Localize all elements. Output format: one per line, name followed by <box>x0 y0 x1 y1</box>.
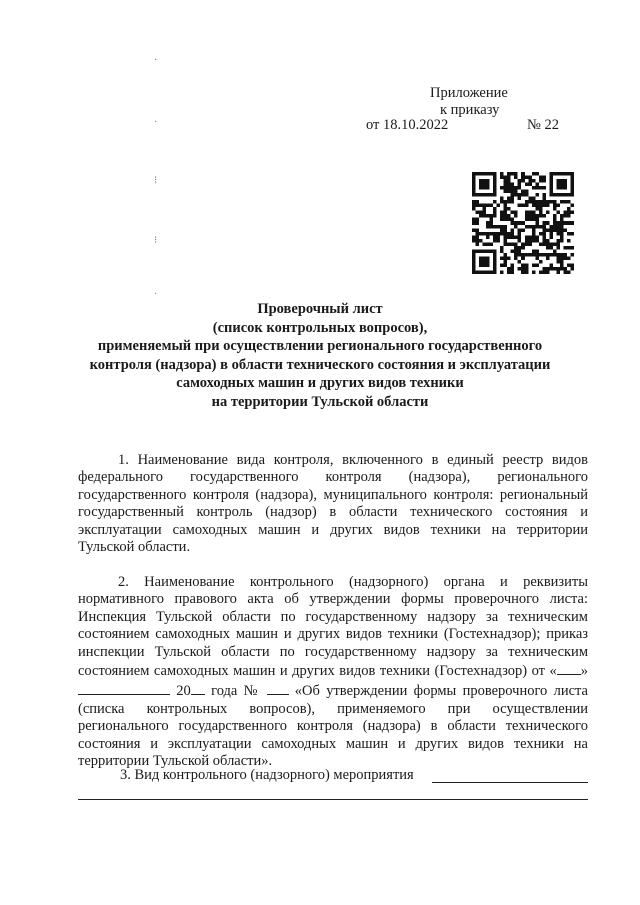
paragraph-3: 3. Вид контрольного (надзорного) мероприятия <box>120 767 414 783</box>
title-line: применяемый при осуществлении регионального государственного <box>97 338 543 354</box>
appendix-date: от 18.10.2022 <box>366 117 449 133</box>
blank-day <box>557 661 581 675</box>
appendix-order: к приказу <box>440 102 500 118</box>
appendix-number: № 22 <box>527 117 559 133</box>
blank-line <box>432 782 588 783</box>
year-prefix: 20 <box>170 683 191 700</box>
title-line: (список контрольных вопросов), <box>212 319 428 336</box>
blank-line <box>78 799 588 800</box>
paragraph-2 <box>78 574 588 772</box>
scan-mark: · <box>154 117 158 128</box>
quote-close: » <box>580 663 588 680</box>
title-line: Проверочный лист <box>257 301 383 317</box>
title-line: контроля (надзора) в области технического состояния и эксплуатации <box>89 356 551 373</box>
title-line: самоходных машин и других видов техники <box>176 375 464 391</box>
paragraph-2-text: 2. Наименование контрольного (надзорного) органа и реквизиты нормативного правового акта об утверждении формы проверочного листа: Инспекция Тульской области по государственному надзору за техническим состоянием самоходных машин и других видов техники (Гостехнадзор); приказ инспекции Тульской области по государственному надзору за техническим состоянием самоходных машин и других видов техники (Гостехнадзор) от « <box>78 573 588 680</box>
paragraph-1: 1. Наименование вида контроля, включенного в единый реестр видов федерального государственного контроля (надзора), регионального государственного контроля (надзора), муниципального контроля: региональный государственный контроль (надзор) в области технического состояния и эксплуатации самоходных машин и других видов техники на территории Тульской области. <box>78 451 588 556</box>
paragraph-2-tail: «Об утверждении формы проверочного листа (списка контрольных вопросов), применяемого при осуществлении регионального государственного контроля (надзора) в области технического состояния и эксплуатации самоходных машин и других видов техники на территории Тульской области». <box>78 683 588 770</box>
number-label: года № <box>204 683 261 700</box>
scan-mark: ⁝ <box>154 175 158 186</box>
blank-year <box>191 681 205 695</box>
blank-number <box>267 681 289 695</box>
title-line: на территории Тульской области <box>211 393 429 410</box>
scan-mark: ⁝ <box>154 235 158 246</box>
scan-mark: · <box>154 55 158 66</box>
appendix-title: Приложение <box>430 85 508 101</box>
document-title <box>60 300 580 411</box>
qr-code-icon <box>472 172 574 274</box>
scan-mark: · <box>154 289 158 300</box>
blank-month <box>78 681 170 695</box>
